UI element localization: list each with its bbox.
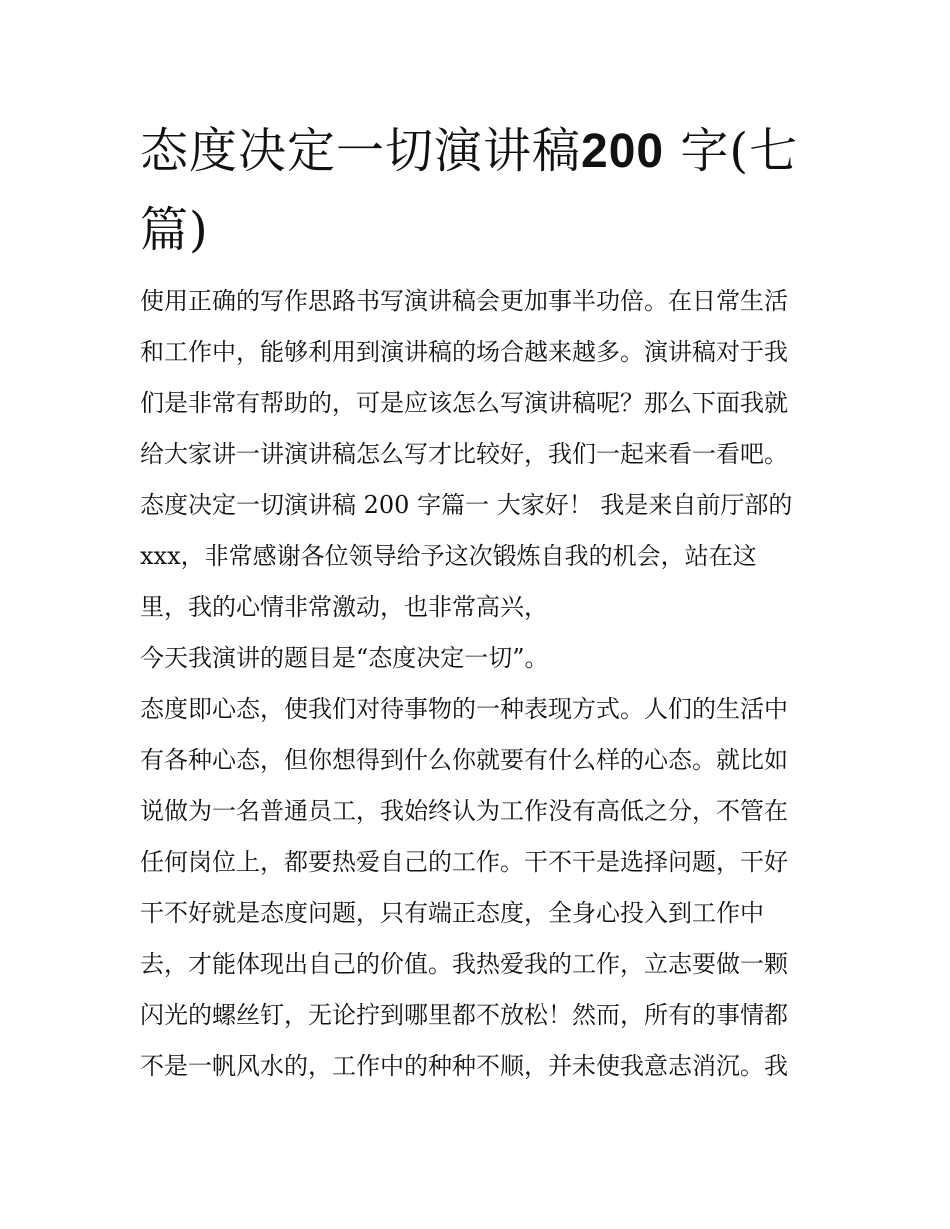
body-line: 态度即心态，使我们对待事物的一种表现方式。人们的生活中	[140, 695, 788, 723]
body-line: 们是非常有帮助的，可是应该怎么写演讲稿呢？那么下面我就	[140, 389, 788, 417]
body-line: 不是一帆风水的，工作中的种种不顺，并未使我意志消沉。我	[140, 1052, 788, 1080]
body-line: 和工作中，能够利用到演讲稿的场合越来越多。演讲稿对于我	[140, 338, 788, 366]
body-line: 去，才能体现出自己的价值。我热爱我的工作，立志要做一颗	[140, 950, 788, 978]
title-text-line2: 篇)	[140, 202, 209, 258]
body-line: 说做为一名普通员工，我始终认为工作没有高低之分，不管在	[140, 797, 788, 825]
body-line: 给大家讲一讲演讲稿怎么写才比较好，我们一起来看一看吧。	[140, 440, 788, 468]
document-body	[140, 276, 820, 1092]
document-title	[140, 112, 820, 269]
body-line: 态度决定一切演讲稿 200 字篇一 大家好！ 我是来自前厅部的	[140, 491, 793, 519]
title-text-suffix: 字(七	[680, 123, 799, 179]
body-line: 里，我的心情非常激动，也非常高兴，	[140, 593, 548, 621]
body-line: 任何岗位上，都要热爱自己的工作。干不干是选择问题，干好	[140, 848, 788, 876]
title-text: 态度决定一切演讲稿	[140, 123, 582, 179]
body-line: 有各种心态，但你想得到什么你就要有什么样的心态。就比如	[140, 746, 788, 774]
body-line: 干不好就是态度问题，只有端正态度，全身心投入到工作中	[140, 899, 764, 927]
body-line: 使用正确的写作思路书写演讲稿会更加事半功倍。在日常生活	[140, 287, 788, 315]
title-number: 200	[581, 125, 665, 178]
body-line: 今天我演讲的题目是“态度决定一切”。	[140, 644, 549, 672]
body-line: 闪光的螺丝钉，无论拧到哪里都不放松！然而，所有的事情都	[140, 1001, 788, 1029]
body-line: xxx，非常感谢各位领导给予这次锻炼自我的机会，站在这	[140, 542, 757, 570]
